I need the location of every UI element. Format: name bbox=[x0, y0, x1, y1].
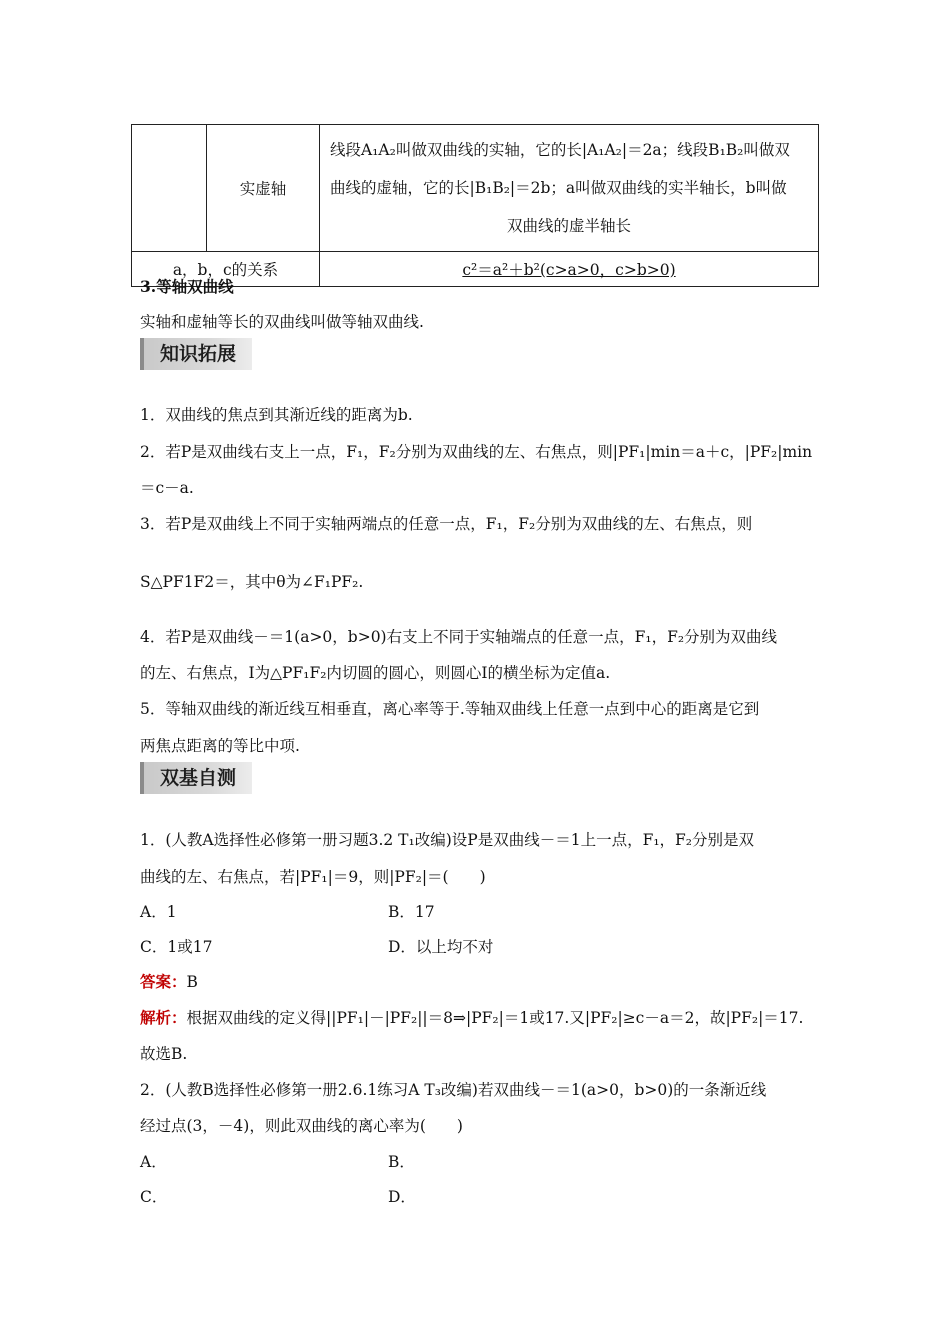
ext-item-4-line2: 的左、右焦点，I为△PF₁F₂内切圆的圆心，则圆心I的横坐标为定值a. bbox=[140, 664, 611, 682]
table-label-real-imag-axis: 实虚轴 bbox=[207, 125, 320, 252]
q1-answer bbox=[140, 970, 198, 992]
table-cell-abc-formula bbox=[320, 252, 819, 287]
q1-stem-line2: 曲线的左、右焦点，若|PF₁|＝9，则|PF₂|＝( ) bbox=[140, 868, 486, 886]
ext-item-5-line2: 两焦点距离的等比中项. bbox=[140, 737, 300, 755]
banner-knowledge-extension: 知识拓展 bbox=[140, 338, 252, 370]
q2-option-c: C． bbox=[140, 1188, 168, 1206]
ext-item-3-line2: S△PF1F2＝，其中θ为∠F₁PF₂. bbox=[140, 573, 364, 591]
ext-item-3-line1: 3．若P是双曲线上不同于实轴两端点的任意一点，F₁，F₂分别为双曲线的左、右焦点，则 bbox=[140, 515, 753, 533]
ext-item-5-line1: 5．等轴双曲线的渐近线互相垂直，离心率等于.等轴双曲线上任意一点到中心的距离是它到 bbox=[140, 700, 760, 718]
q1-analysis-line1 bbox=[140, 1006, 803, 1028]
hyperbola-property-table bbox=[131, 124, 819, 287]
q1-answer-label: 答案： bbox=[140, 972, 187, 991]
q1-option-b: B．17 bbox=[388, 903, 435, 921]
table-empty-cell bbox=[132, 125, 207, 252]
section3-text: 实轴和虚轴等长的双曲线叫做等轴双曲线. bbox=[140, 313, 424, 331]
q1-analysis-text: 根据双曲线的定义得||PF₁|－|PF₂||＝8⇒|PF₂|＝1或17.又|PF₂|≥c－a＝2，故|PF₂|＝17. bbox=[186, 1009, 804, 1027]
q2-stem-line1: 2．(人教B选择性必修第一册2.6.1练习A T₃改编)若双曲线－＝1(a>0，b>0)的一条渐近线 bbox=[140, 1081, 767, 1099]
banner-basic-self-test: 双基自测 bbox=[140, 762, 252, 794]
q2-stem-line2: 经过点(3，－4)，则此双曲线的离心率为( ) bbox=[140, 1117, 463, 1135]
q2-option-a: A． bbox=[140, 1153, 167, 1171]
ext-item-2-line1: 2．若P是双曲线右支上一点，F₁，F₂分别为双曲线的左、右焦点，则|PF₁|min＝a＋c，|PF₂|min bbox=[140, 443, 813, 461]
q2-option-b: B． bbox=[388, 1153, 415, 1171]
q2-option-d: D． bbox=[388, 1188, 416, 1206]
q1-stem-line1: 1．(人教A选择性必修第一册习题3.2 T₁改编)设P是双曲线－＝1上一点，F₁，F₂分别是双 bbox=[140, 831, 755, 849]
abc-formula: c²＝a²＋b²(c>a>0，c>b>0) bbox=[462, 261, 676, 279]
ext-item-1: 1．双曲线的焦点到其渐近线的距离为b. bbox=[140, 406, 413, 424]
axis-def-line3: 双曲线的虚半轴长 bbox=[506, 217, 631, 235]
ext-item-2-line2: ＝c－a. bbox=[140, 479, 194, 497]
axis-def-line2: 曲线的虚轴，它的长|B₁B₂|＝2b；a叫做双曲线的实半轴长，b叫做 bbox=[330, 179, 787, 197]
table-cell-axis-definition bbox=[320, 125, 819, 252]
q1-option-a: A．1 bbox=[140, 903, 177, 921]
section3-title: 3.等轴双曲线 bbox=[140, 277, 234, 296]
q1-option-c: C．1或17 bbox=[140, 938, 213, 956]
q1-analysis-label: 解析： bbox=[140, 1008, 187, 1027]
axis-def-line1: 线段A₁A₂叫做双曲线的实轴，它的长|A₁A₂|＝2a；线段B₁B₂叫做双 bbox=[330, 141, 790, 159]
q1-analysis-line2: 故选B. bbox=[140, 1045, 188, 1063]
table-label-abc-relation: a，b，c的关系 bbox=[132, 252, 320, 287]
q1-option-d: D．以上均不对 bbox=[388, 938, 494, 956]
ext-item-4-line1: 4．若P是双曲线－＝1(a>0，b>0)右支上不同于实轴端点的任意一点，F₁，F₂分别为双曲线 bbox=[140, 628, 778, 646]
q1-answer-value: B bbox=[186, 973, 198, 991]
